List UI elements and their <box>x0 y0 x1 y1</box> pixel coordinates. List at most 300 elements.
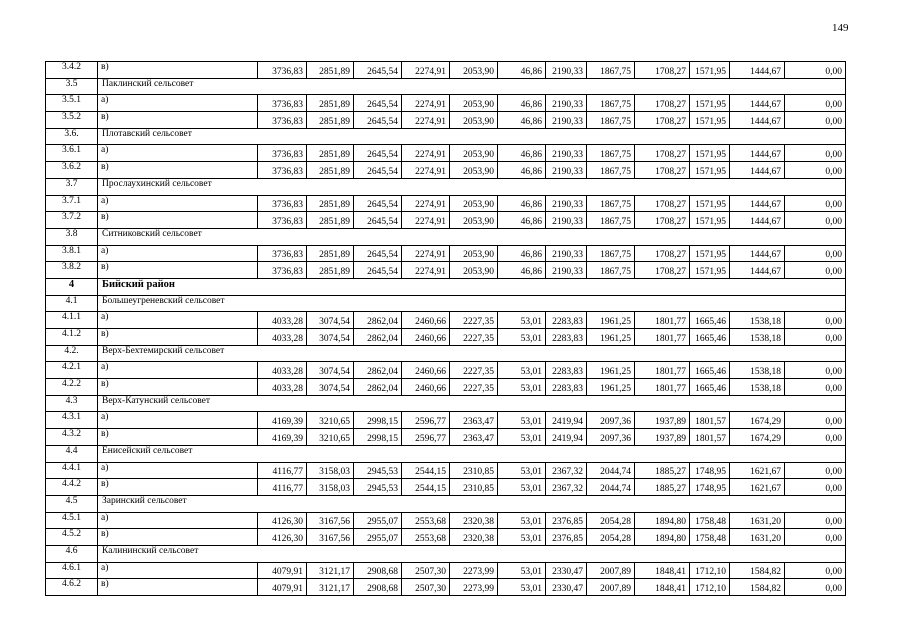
value-cell: 1665,46 <box>690 312 730 329</box>
value-cell: 1708,27 <box>635 162 690 179</box>
tariff-table <box>45 61 846 596</box>
value-cell: 2645,54 <box>354 245 402 262</box>
value-cell: 1631,20 <box>730 529 785 546</box>
value-cell: 1748,95 <box>690 462 730 479</box>
value-cell: 2862,04 <box>354 379 402 396</box>
value-cell: 1848,41 <box>635 579 690 596</box>
value-cell: 1712,10 <box>690 579 730 596</box>
row-label: в) <box>98 112 258 129</box>
row-code: 4.3.2 <box>46 429 98 446</box>
row-code: 4.6 <box>46 545 98 562</box>
row-code: 3.7 <box>46 178 98 195</box>
value-cell: 2227,35 <box>450 362 498 379</box>
value-cell: 1571,95 <box>690 62 730 79</box>
value-cell: 46,86 <box>498 112 546 129</box>
section-title: Большеугреневский сельсовет <box>98 295 846 312</box>
value-cell: 53,01 <box>498 412 546 429</box>
row-label: в) <box>98 262 258 279</box>
value-cell: 0,00 <box>785 195 846 212</box>
value-cell: 4169,39 <box>258 429 307 446</box>
value-cell: 2274,91 <box>402 145 450 162</box>
value-cell: 0,00 <box>785 429 846 446</box>
row-label: в) <box>98 379 258 396</box>
row-code: 3.5.1 <box>46 95 98 112</box>
value-cell: 46,86 <box>498 212 546 229</box>
value-cell: 2054,28 <box>587 529 635 546</box>
section-header-row <box>46 345 846 362</box>
value-cell: 2190,33 <box>546 62 587 79</box>
table-row <box>46 262 846 279</box>
value-cell: 1894,80 <box>635 512 690 529</box>
value-cell: 1961,25 <box>587 379 635 396</box>
value-cell: 53,01 <box>498 312 546 329</box>
value-cell: 2190,33 <box>546 245 587 262</box>
value-cell: 1961,25 <box>587 362 635 379</box>
value-cell: 2330,47 <box>546 579 587 596</box>
value-cell: 1708,27 <box>635 112 690 129</box>
value-cell: 2507,30 <box>402 579 450 596</box>
row-code: 4.2.1 <box>46 362 98 379</box>
section-title: Бийский район <box>98 278 846 295</box>
value-cell: 2053,90 <box>450 112 498 129</box>
value-cell: 2851,89 <box>307 162 354 179</box>
value-cell: 2053,90 <box>450 162 498 179</box>
value-cell: 1801,57 <box>690 429 730 446</box>
value-cell: 2596,77 <box>402 412 450 429</box>
value-cell: 2190,33 <box>546 145 587 162</box>
value-cell: 2908,68 <box>354 579 402 596</box>
section-title: Верх-Катунский сельсовет <box>98 395 846 412</box>
value-cell: 1571,95 <box>690 112 730 129</box>
table-row <box>46 329 846 346</box>
value-cell: 2645,54 <box>354 195 402 212</box>
value-cell: 1674,29 <box>730 412 785 429</box>
value-cell: 53,01 <box>498 562 546 579</box>
value-cell: 2851,89 <box>307 245 354 262</box>
value-cell: 1867,75 <box>587 62 635 79</box>
value-cell: 2190,33 <box>546 112 587 129</box>
value-cell: 0,00 <box>785 362 846 379</box>
row-code: 3.6.2 <box>46 162 98 179</box>
value-cell: 4079,91 <box>258 562 307 579</box>
value-cell: 1665,46 <box>690 379 730 396</box>
row-label: а) <box>98 562 258 579</box>
value-cell: 2862,04 <box>354 329 402 346</box>
value-cell: 1867,75 <box>587 262 635 279</box>
value-cell: 2376,85 <box>546 512 587 529</box>
section-header-row <box>46 495 846 512</box>
value-cell: 3736,83 <box>258 195 307 212</box>
row-code: 4.5.1 <box>46 512 98 529</box>
value-cell: 1708,27 <box>635 212 690 229</box>
value-cell: 1665,46 <box>690 329 730 346</box>
value-cell: 1538,18 <box>730 379 785 396</box>
value-cell: 4169,39 <box>258 412 307 429</box>
row-code: 4.4.2 <box>46 479 98 496</box>
row-label: а) <box>98 245 258 262</box>
value-cell: 2460,66 <box>402 362 450 379</box>
value-cell: 2227,35 <box>450 312 498 329</box>
value-cell: 3167,56 <box>307 512 354 529</box>
value-cell: 3158,03 <box>307 462 354 479</box>
row-code: 4.6.2 <box>46 579 98 596</box>
section-title: Калининский сельсовет <box>98 545 846 562</box>
section-header-row <box>46 545 846 562</box>
value-cell: 2596,77 <box>402 429 450 446</box>
value-cell: 2851,89 <box>307 262 354 279</box>
section-header-row <box>46 395 846 412</box>
value-cell: 1867,75 <box>587 112 635 129</box>
value-cell: 2645,54 <box>354 212 402 229</box>
value-cell: 1748,95 <box>690 479 730 496</box>
value-cell: 0,00 <box>785 512 846 529</box>
value-cell: 2851,89 <box>307 95 354 112</box>
row-label: в) <box>98 529 258 546</box>
value-cell: 4033,28 <box>258 362 307 379</box>
value-cell: 3210,65 <box>307 429 354 446</box>
value-cell: 2645,54 <box>354 262 402 279</box>
value-cell: 3121,17 <box>307 579 354 596</box>
value-cell: 2273,99 <box>450 579 498 596</box>
value-cell: 2053,90 <box>450 262 498 279</box>
row-label: в) <box>98 579 258 596</box>
row-label: а) <box>98 412 258 429</box>
value-cell: 2054,28 <box>587 512 635 529</box>
value-cell: 1712,10 <box>690 562 730 579</box>
value-cell: 3210,65 <box>307 412 354 429</box>
value-cell: 2053,90 <box>450 145 498 162</box>
value-cell: 2955,07 <box>354 512 402 529</box>
value-cell: 1867,75 <box>587 162 635 179</box>
value-cell: 1571,95 <box>690 162 730 179</box>
value-cell: 3074,54 <box>307 379 354 396</box>
value-cell: 2645,54 <box>354 162 402 179</box>
row-code: 4.1.1 <box>46 312 98 329</box>
row-label: в) <box>98 479 258 496</box>
value-cell: 2007,89 <box>587 579 635 596</box>
value-cell: 1631,20 <box>730 512 785 529</box>
value-cell: 2363,47 <box>450 412 498 429</box>
value-cell: 2190,33 <box>546 195 587 212</box>
row-code: 4.2.2 <box>46 379 98 396</box>
row-code: 3.5.2 <box>46 112 98 129</box>
value-cell: 3736,83 <box>258 112 307 129</box>
row-label: а) <box>98 512 258 529</box>
table-row <box>46 312 846 329</box>
row-code: 3.6. <box>46 128 98 145</box>
value-cell: 2227,35 <box>450 329 498 346</box>
value-cell: 2945,53 <box>354 479 402 496</box>
value-cell: 53,01 <box>498 529 546 546</box>
value-cell: 2330,47 <box>546 562 587 579</box>
row-label: в) <box>98 329 258 346</box>
value-cell: 2274,91 <box>402 262 450 279</box>
value-cell: 1867,75 <box>587 195 635 212</box>
section-header-row <box>46 295 846 312</box>
value-cell: 2544,15 <box>402 462 450 479</box>
value-cell: 2367,32 <box>546 462 587 479</box>
value-cell: 2851,89 <box>307 212 354 229</box>
value-cell: 0,00 <box>785 145 846 162</box>
value-cell: 2645,54 <box>354 112 402 129</box>
value-cell: 1867,75 <box>587 212 635 229</box>
table-body <box>46 62 846 596</box>
table-row <box>46 62 846 79</box>
value-cell: 2227,35 <box>450 379 498 396</box>
section-header-row <box>46 128 846 145</box>
table-row <box>46 195 846 212</box>
value-cell: 1444,67 <box>730 262 785 279</box>
value-cell: 2053,90 <box>450 245 498 262</box>
value-cell: 4033,28 <box>258 329 307 346</box>
value-cell: 3158,03 <box>307 479 354 496</box>
row-code: 4.6.1 <box>46 562 98 579</box>
page-number: 149 <box>832 22 849 34</box>
value-cell: 2460,66 <box>402 379 450 396</box>
value-cell: 46,86 <box>498 195 546 212</box>
value-cell: 2419,94 <box>546 429 587 446</box>
value-cell: 53,01 <box>498 329 546 346</box>
value-cell: 2097,36 <box>587 412 635 429</box>
value-cell: 1758,48 <box>690 512 730 529</box>
value-cell: 1674,29 <box>730 429 785 446</box>
value-cell: 4126,30 <box>258 529 307 546</box>
row-code: 4.2. <box>46 345 98 362</box>
value-cell: 2310,85 <box>450 462 498 479</box>
value-cell: 0,00 <box>785 479 846 496</box>
value-cell: 1571,95 <box>690 195 730 212</box>
value-cell: 3167,56 <box>307 529 354 546</box>
value-cell: 1444,67 <box>730 112 785 129</box>
row-label: а) <box>98 312 258 329</box>
row-code: 4.1.2 <box>46 329 98 346</box>
value-cell: 3736,83 <box>258 62 307 79</box>
section-title: Верх-Бехтемирский сельсовет <box>98 345 846 362</box>
value-cell: 2097,36 <box>587 429 635 446</box>
row-code: 3.4.2 <box>46 62 98 79</box>
value-cell: 2320,38 <box>450 529 498 546</box>
section-header-row <box>46 78 846 95</box>
value-cell: 2053,90 <box>450 62 498 79</box>
table-row <box>46 95 846 112</box>
value-cell: 2283,83 <box>546 329 587 346</box>
value-cell: 4116,77 <box>258 479 307 496</box>
value-cell: 2862,04 <box>354 362 402 379</box>
value-cell: 2945,53 <box>354 462 402 479</box>
value-cell: 1444,67 <box>730 145 785 162</box>
row-code: 4 <box>46 278 98 295</box>
value-cell: 1444,67 <box>730 195 785 212</box>
value-cell: 53,01 <box>498 479 546 496</box>
value-cell: 0,00 <box>785 112 846 129</box>
section-header-row <box>46 445 846 462</box>
row-code: 4.3.1 <box>46 412 98 429</box>
value-cell: 3736,83 <box>258 212 307 229</box>
table-row <box>46 112 846 129</box>
value-cell: 2851,89 <box>307 195 354 212</box>
value-cell: 2044,74 <box>587 462 635 479</box>
value-cell: 4079,91 <box>258 579 307 596</box>
value-cell: 1885,27 <box>635 462 690 479</box>
section-title: Прослаухинский сельсовет <box>98 178 846 195</box>
value-cell: 1708,27 <box>635 245 690 262</box>
value-cell: 1621,67 <box>730 462 785 479</box>
value-cell: 2007,89 <box>587 562 635 579</box>
value-cell: 2320,38 <box>450 512 498 529</box>
table-row <box>46 162 846 179</box>
table-row <box>46 145 846 162</box>
table-row <box>46 462 846 479</box>
row-code: 4.5 <box>46 495 98 512</box>
value-cell: 1444,67 <box>730 245 785 262</box>
value-cell: 53,01 <box>498 462 546 479</box>
value-cell: 1961,25 <box>587 312 635 329</box>
value-cell: 2190,33 <box>546 95 587 112</box>
row-code: 3.8.1 <box>46 245 98 262</box>
value-cell: 46,86 <box>498 95 546 112</box>
section-title: Заринский сельсовет <box>98 495 846 512</box>
row-label: а) <box>98 195 258 212</box>
value-cell: 1444,67 <box>730 212 785 229</box>
table-row <box>46 212 846 229</box>
value-cell: 1665,46 <box>690 362 730 379</box>
value-cell: 1571,95 <box>690 145 730 162</box>
value-cell: 1444,67 <box>730 162 785 179</box>
value-cell: 2908,68 <box>354 562 402 579</box>
value-cell: 53,01 <box>498 579 546 596</box>
value-cell: 0,00 <box>785 412 846 429</box>
table-row <box>46 412 846 429</box>
row-code: 4.4 <box>46 445 98 462</box>
value-cell: 2283,83 <box>546 362 587 379</box>
value-cell: 1584,82 <box>730 579 785 596</box>
value-cell: 0,00 <box>785 462 846 479</box>
value-cell: 0,00 <box>785 162 846 179</box>
value-cell: 1801,57 <box>690 412 730 429</box>
table-row <box>46 362 846 379</box>
value-cell: 1867,75 <box>587 245 635 262</box>
value-cell: 1571,95 <box>690 245 730 262</box>
value-cell: 4033,28 <box>258 312 307 329</box>
value-cell: 1708,27 <box>635 195 690 212</box>
row-label: а) <box>98 362 258 379</box>
table-row <box>46 479 846 496</box>
value-cell: 1708,27 <box>635 145 690 162</box>
value-cell: 0,00 <box>785 62 846 79</box>
section-title: Плотавский сельсовет <box>98 128 846 145</box>
value-cell: 2283,83 <box>546 312 587 329</box>
value-cell: 2507,30 <box>402 562 450 579</box>
value-cell: 1538,18 <box>730 362 785 379</box>
value-cell: 1867,75 <box>587 95 635 112</box>
value-cell: 0,00 <box>785 212 846 229</box>
value-cell: 3736,83 <box>258 262 307 279</box>
value-cell: 2274,91 <box>402 95 450 112</box>
value-cell: 0,00 <box>785 312 846 329</box>
value-cell: 1885,27 <box>635 479 690 496</box>
value-cell: 2283,83 <box>546 379 587 396</box>
row-label: а) <box>98 462 258 479</box>
value-cell: 3736,83 <box>258 162 307 179</box>
value-cell: 1937,89 <box>635 429 690 446</box>
row-code: 3.7.2 <box>46 212 98 229</box>
value-cell: 4126,30 <box>258 512 307 529</box>
value-cell: 2310,85 <box>450 479 498 496</box>
value-cell: 1801,77 <box>635 329 690 346</box>
section-header-row <box>46 178 846 195</box>
table-row <box>46 529 846 546</box>
value-cell: 1708,27 <box>635 62 690 79</box>
row-label: в) <box>98 162 258 179</box>
value-cell: 0,00 <box>785 95 846 112</box>
section-header-row <box>46 228 846 245</box>
value-cell: 2274,91 <box>402 245 450 262</box>
value-cell: 1538,18 <box>730 312 785 329</box>
value-cell: 2053,90 <box>450 95 498 112</box>
value-cell: 2376,85 <box>546 529 587 546</box>
row-code: 4.4.1 <box>46 462 98 479</box>
value-cell: 0,00 <box>785 245 846 262</box>
value-cell: 3736,83 <box>258 245 307 262</box>
row-code: 3.8.2 <box>46 262 98 279</box>
value-cell: 1621,67 <box>730 479 785 496</box>
row-code: 3.6.1 <box>46 145 98 162</box>
value-cell: 1937,89 <box>635 412 690 429</box>
value-cell: 2273,99 <box>450 562 498 579</box>
value-cell: 2460,66 <box>402 329 450 346</box>
value-cell: 2274,91 <box>402 212 450 229</box>
table-row <box>46 512 846 529</box>
value-cell: 53,01 <box>498 362 546 379</box>
value-cell: 46,86 <box>498 62 546 79</box>
row-code: 3.5 <box>46 78 98 95</box>
value-cell: 1538,18 <box>730 329 785 346</box>
value-cell: 0,00 <box>785 262 846 279</box>
value-cell: 2367,32 <box>546 479 587 496</box>
value-cell: 1801,77 <box>635 362 690 379</box>
value-cell: 0,00 <box>785 562 846 579</box>
value-cell: 1961,25 <box>587 329 635 346</box>
value-cell: 2645,54 <box>354 145 402 162</box>
value-cell: 2851,89 <box>307 112 354 129</box>
value-cell: 1571,95 <box>690 262 730 279</box>
table-row <box>46 579 846 596</box>
row-code: 4.3 <box>46 395 98 412</box>
value-cell: 1571,95 <box>690 212 730 229</box>
value-cell: 53,01 <box>498 429 546 446</box>
value-cell: 0,00 <box>785 329 846 346</box>
row-label: в) <box>98 429 258 446</box>
value-cell: 3736,83 <box>258 95 307 112</box>
value-cell: 1444,67 <box>730 95 785 112</box>
row-code: 3.8 <box>46 228 98 245</box>
value-cell: 2274,91 <box>402 62 450 79</box>
value-cell: 2553,68 <box>402 512 450 529</box>
table-row <box>46 245 846 262</box>
value-cell: 1708,27 <box>635 262 690 279</box>
table-row <box>46 562 846 579</box>
section-title: Ситниковский сельсовет <box>98 228 846 245</box>
row-code: 3.7.1 <box>46 195 98 212</box>
value-cell: 2998,15 <box>354 412 402 429</box>
value-cell: 46,86 <box>498 245 546 262</box>
section-header-row <box>46 278 846 295</box>
row-label: в) <box>98 212 258 229</box>
section-title: Енисейский сельсовет <box>98 445 846 462</box>
value-cell: 0,00 <box>785 579 846 596</box>
value-cell: 1571,95 <box>690 95 730 112</box>
table-row <box>46 379 846 396</box>
